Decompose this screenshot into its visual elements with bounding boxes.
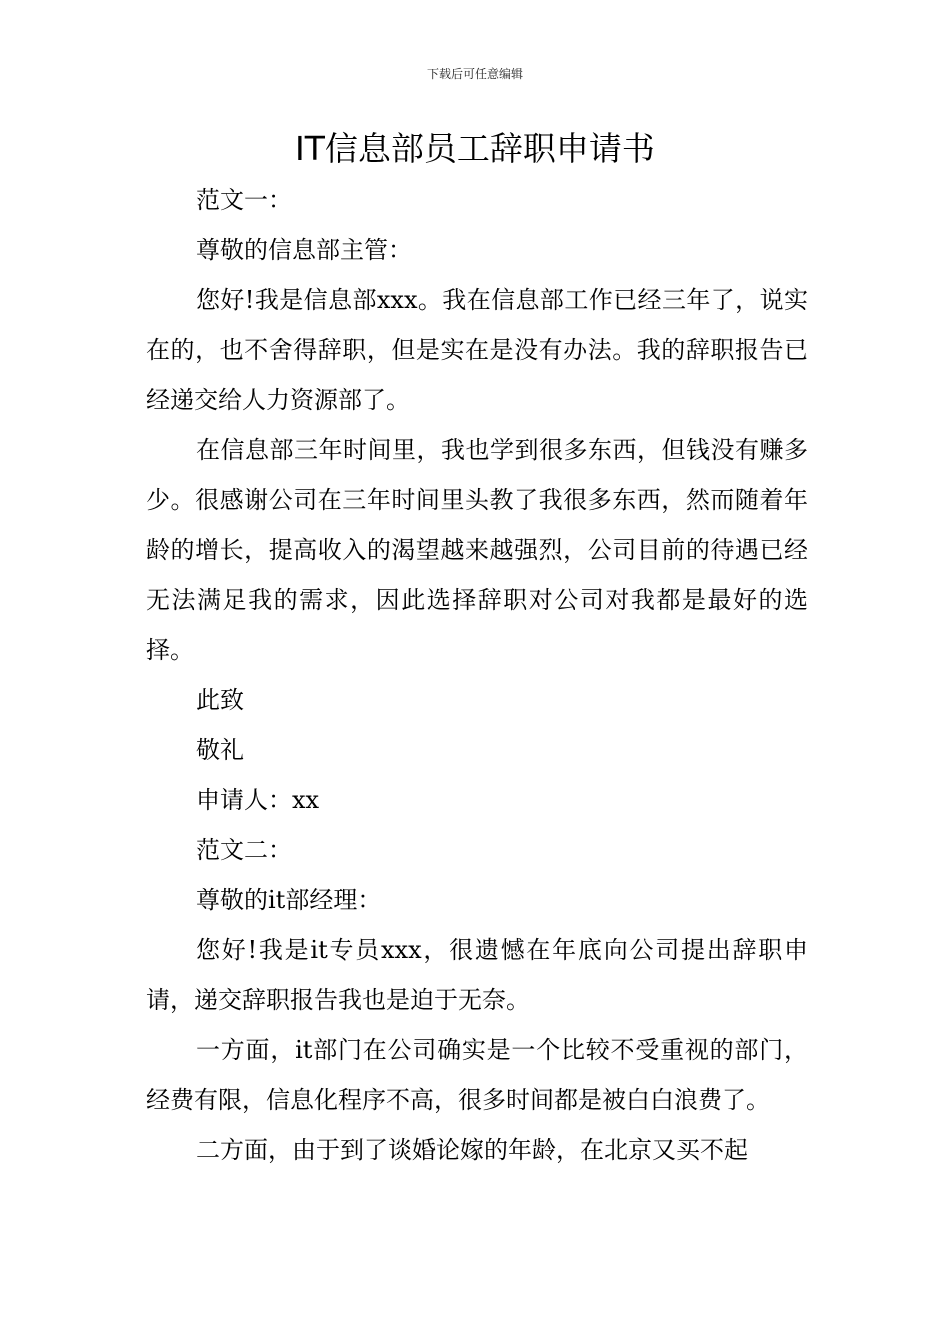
paragraph: 您好!我是it专员xxx，很遗憾在年底向公司提出辞职申请，递交辞职报告我也是迫于无奈。 bbox=[146, 936, 808, 1014]
paragraph: 敬礼 bbox=[196, 736, 244, 764]
document-title: IT信息部员工辞职申请书 bbox=[295, 129, 655, 168]
paragraph: 申请人：xx bbox=[196, 786, 320, 814]
paragraph: 范文二： bbox=[196, 836, 292, 864]
paragraph: 范文一： bbox=[196, 186, 292, 214]
header-note: 下载后可任意编辑 bbox=[426, 67, 523, 81]
document-body bbox=[146, 175, 808, 1175]
paragraph: 一方面，it部门在公司确实是一个比较不受重视的部门，经费有限，信息化程序不高，很多时间都是被白白浪费了。 bbox=[146, 1036, 808, 1114]
paragraph: 您好!我是信息部xxx。我在信息部工作已经三年了，说实在的，也不舍得辞职，但是实在是没有办法。我的辞职报告已经递交给人力资源部了。 bbox=[146, 286, 808, 414]
paragraph: 尊敬的信息部主管： bbox=[196, 236, 412, 264]
paragraph: 二方面，由于到了谈婚论嫁的年龄，在北京又买不起 bbox=[196, 1136, 748, 1164]
paragraph: 此致 bbox=[196, 686, 244, 714]
paragraph: 在信息部三年时间里，我也学到很多东西，但钱没有赚多少。很感谢公司在三年时间里头教了我很多东西，然而随着年龄的增长，提高收入的渴望越来越强烈，公司目前的待遇已经无法满足我的需求，因此选择辞职对公司对我都是最好的选择。 bbox=[146, 436, 808, 664]
paragraph: 尊敬的it部经理： bbox=[196, 886, 382, 914]
